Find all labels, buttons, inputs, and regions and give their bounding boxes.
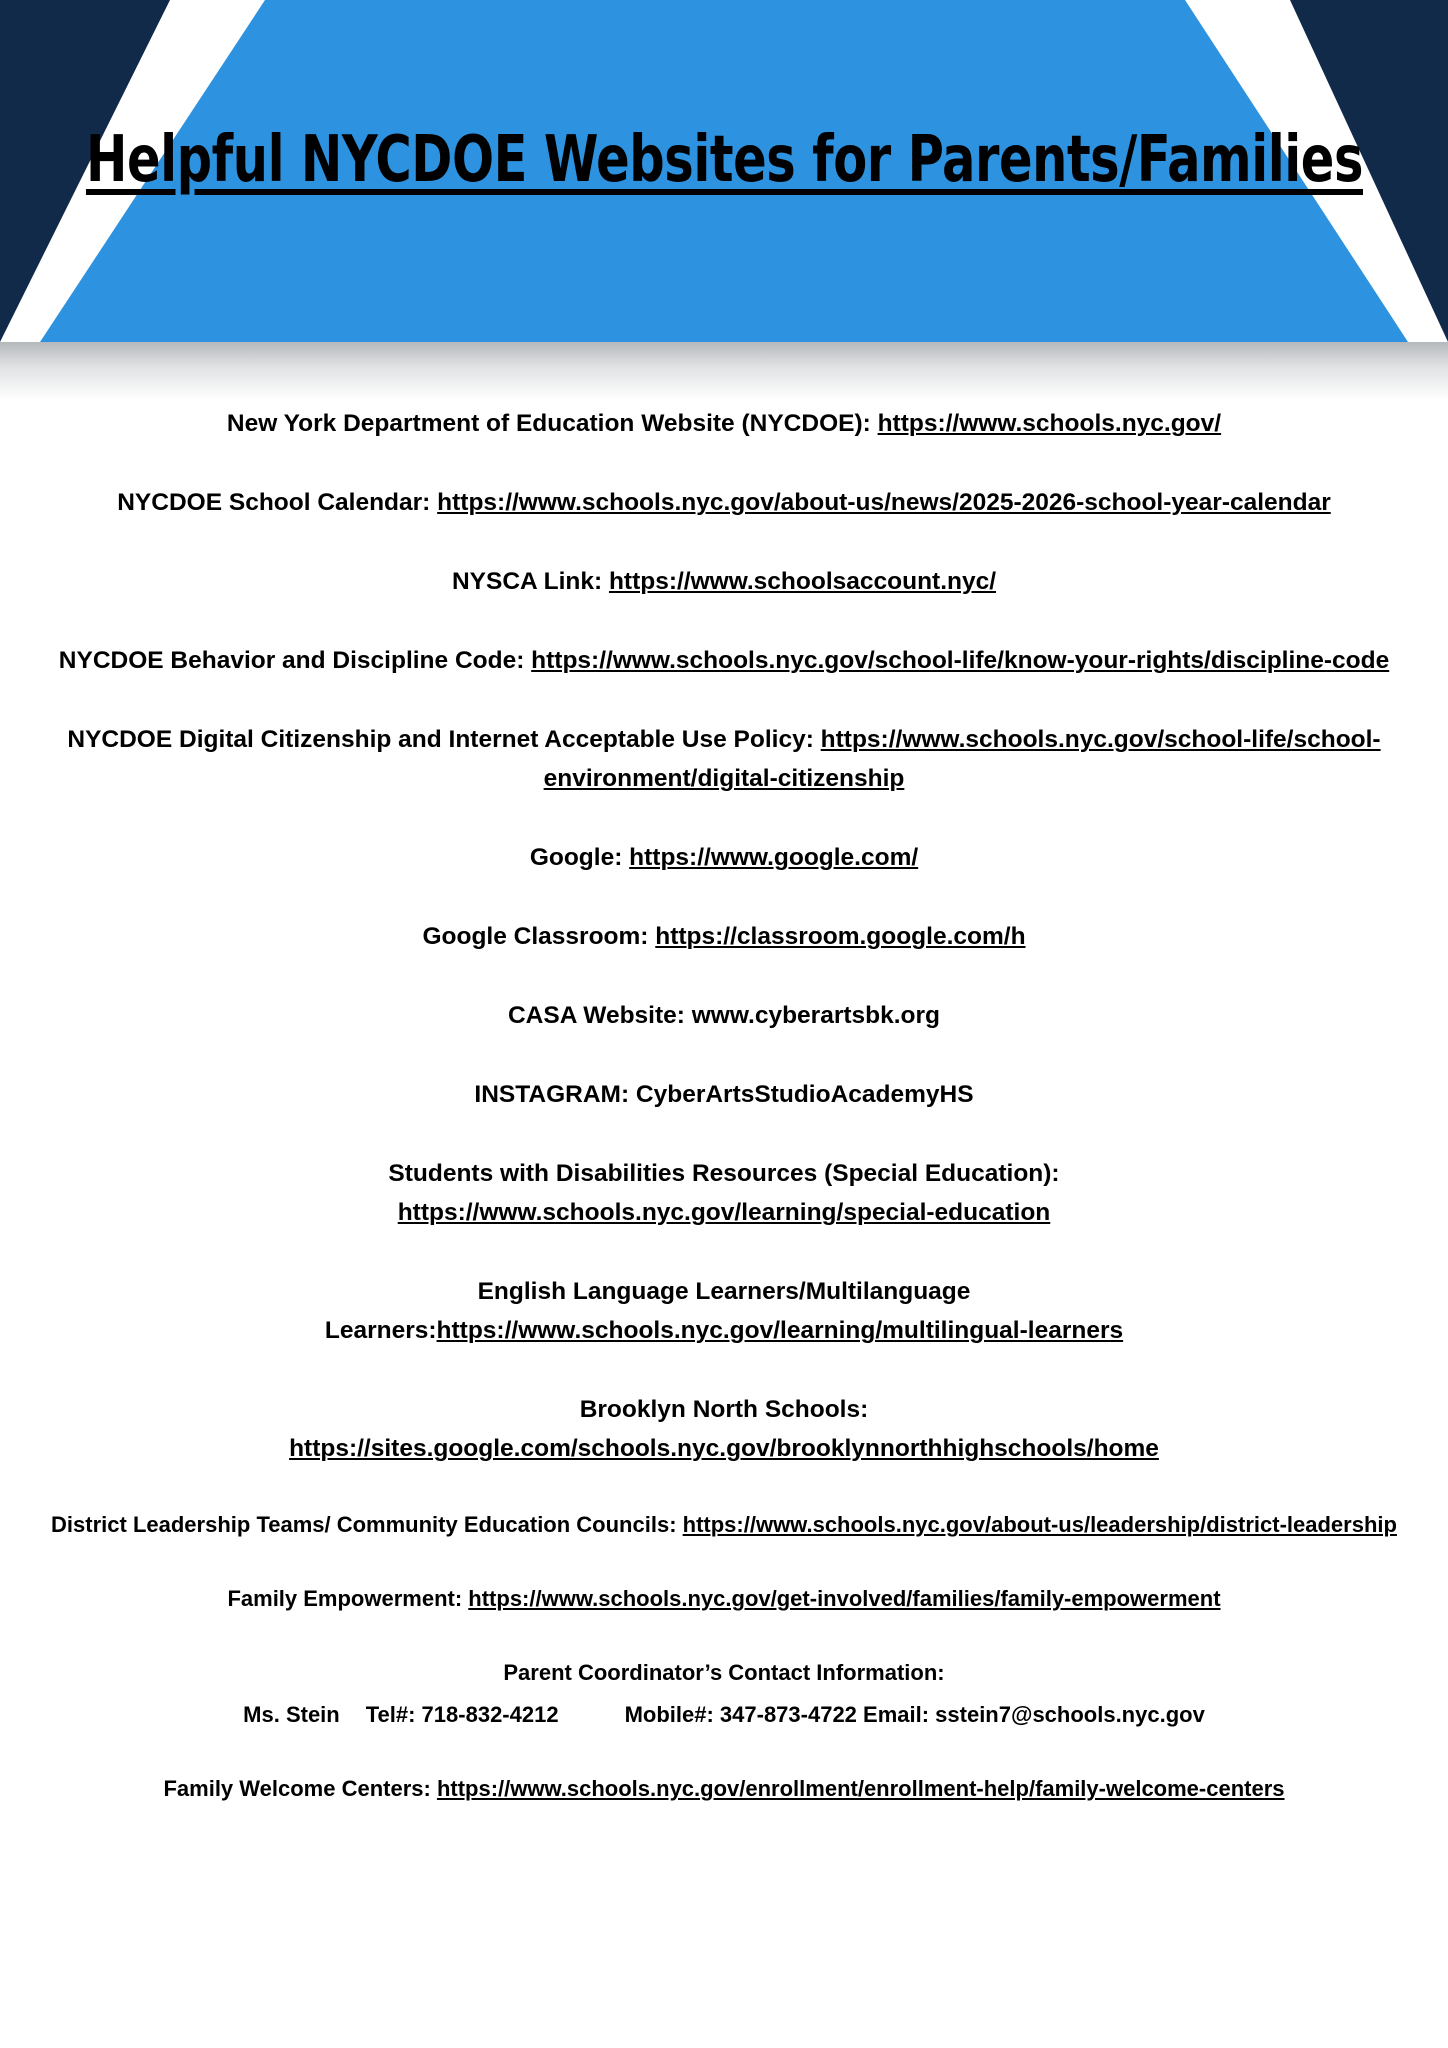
entry-district-leadership [30, 1508, 1418, 1542]
banner-title-container [0, 0, 1448, 342]
entry-nysca [30, 562, 1418, 601]
label-casa-website: CASA Website: [507, 1002, 692, 1029]
link-special-education[interactable]: https://www.schools.nyc.gov/learning/special-education [397, 1199, 1051, 1226]
label-district-leadership: District Leadership Teams/ Community Education Councils: [51, 1512, 683, 1537]
entry-google-classroom [30, 917, 1418, 956]
label-special-education: Students with Disabilities Resources (Special Education): [388, 1160, 1060, 1187]
entry-instagram [30, 1075, 1418, 1114]
link-google[interactable]: https://www.google.com/ [629, 844, 919, 871]
link-discipline-code[interactable]: https://www.schools.nyc.gov/school-life/know-your-rights/discipline-code [531, 647, 1390, 674]
link-digital-citizenship[interactable]: https://www.schools.nyc.gov/school-life/school-environment/digital-citizenship [543, 726, 1381, 792]
label-nysca: NYSCA Link: [451, 568, 609, 595]
page-title: Helpful NYCDOE Websites for Parents/Families [85, 123, 1363, 197]
value-instagram-handle: CyberArtsStudioAcademyHS [635, 1081, 974, 1108]
entry-family-welcome-centers [30, 1772, 1418, 1806]
link-nysca[interactable]: https://www.schoolsaccount.nyc/ [608, 568, 997, 595]
entry-english-language-learners [30, 1272, 1418, 1350]
label-discipline-code: NYCDOE Behavior and Discipline Code: [58, 647, 532, 674]
header-banner [0, 0, 1448, 342]
parent-coordinator-mobile-email: Mobile#: 347-873-4722 Email: sstein7@schools.nyc.gov [624, 1702, 1205, 1727]
parent-coordinator-heading: Parent Coordinator’s Contact Information: [503, 1660, 945, 1685]
parent-coordinator-name: Ms. Stein [243, 1702, 340, 1727]
link-ell[interactable]: https://www.schools.nyc.gov/learning/multilingual-learners [436, 1317, 1124, 1344]
label-digital-citizenship: NYCDOE Digital Citizenship and Internet Acceptable Use Policy: [67, 726, 821, 753]
entry-nycdoe-website [30, 404, 1418, 443]
link-family-empowerment[interactable]: https://www.schools.nyc.gov/get-involved/families/family-empowerment [468, 1586, 1221, 1611]
label-school-calendar: NYCDOE School Calendar: [117, 489, 438, 516]
resource-link-list [0, 342, 1448, 1846]
link-nycdoe-website[interactable]: https://www.schools.nyc.gov/ [877, 410, 1222, 437]
entry-google [30, 838, 1418, 877]
link-district-leadership[interactable]: https://www.schools.nyc.gov/about-us/leadership/district-leadership [682, 1512, 1397, 1537]
entry-discipline-code [30, 641, 1418, 680]
entry-school-calendar [30, 483, 1418, 522]
label-google-classroom: Google Classroom: [422, 923, 656, 950]
link-family-welcome-centers[interactable]: https://www.schools.nyc.gov/enrollment/enrollment-help/family-welcome-centers [436, 1776, 1285, 1801]
link-casa-website[interactable]: www.cyberartsbk.org [691, 1002, 941, 1029]
label-google: Google: [529, 844, 630, 871]
link-brooklyn-north[interactable]: https://sites.google.com/schools.nyc.gov/brooklynnorthhighschools/home [289, 1435, 1159, 1462]
parent-coordinator-telephone: Tel#: 718-832-4212 [365, 1702, 559, 1727]
label-ell-line2: Learners: [324, 1317, 437, 1344]
entry-brooklyn-north [30, 1390, 1418, 1468]
link-google-classroom[interactable]: https://classroom.google.com/h [655, 923, 1026, 950]
label-family-welcome-centers: Family Welcome Centers: [163, 1776, 437, 1801]
label-family-empowerment: Family Empowerment: [227, 1586, 469, 1611]
label-brooklyn-north: Brooklyn North Schools: [579, 1396, 869, 1423]
entry-family-empowerment [30, 1582, 1418, 1616]
entry-special-education [30, 1154, 1418, 1232]
label-instagram: INSTAGRAM: [474, 1081, 636, 1108]
label-nycdoe-website: New York Department of Education Website (NYCDOE): [226, 410, 878, 437]
parent-coordinator-contact-line [30, 1698, 1418, 1732]
entry-casa-website [30, 996, 1418, 1035]
entry-digital-citizenship [30, 720, 1418, 798]
label-ell-line1: English Language Learners/Multilanguage [477, 1278, 971, 1305]
link-school-calendar[interactable]: https://www.schools.nyc.gov/about-us/news/2025-2026-school-year-calendar [437, 489, 1331, 516]
